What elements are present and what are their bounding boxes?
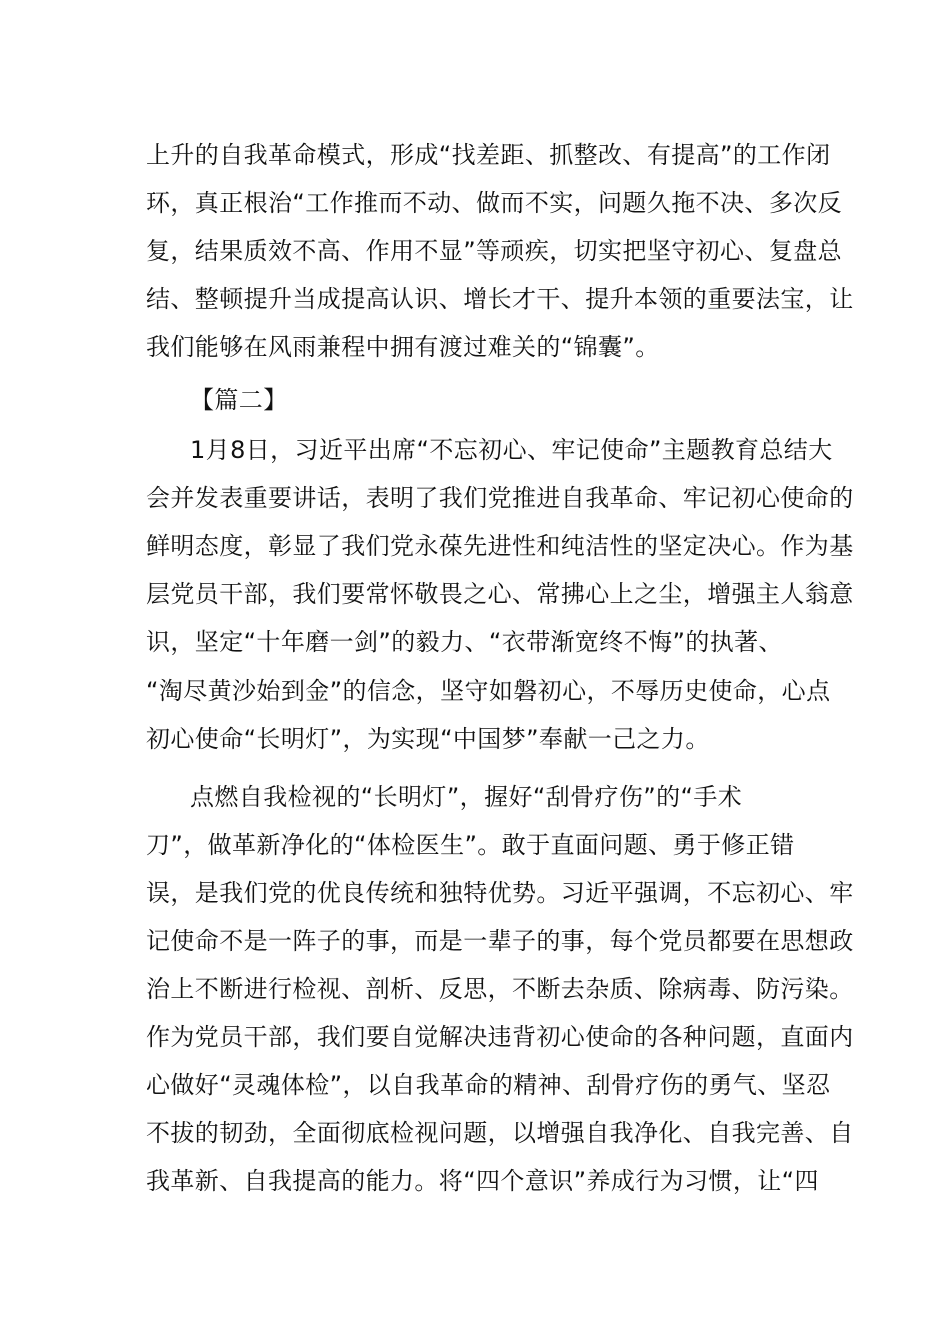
text-line-11: 识，坚定“十年磨一剑”的毅力、“衣带渐宽终不悔”的执著、: [146, 628, 783, 656]
text-line-2: 环，真正根治“工作推而不动、做而不实，问题久拖不决、多次反: [146, 189, 843, 217]
text-line-10: 层党员干部，我们要常怀敬畏之心、常拂心上之尘，增强主人翁意: [146, 580, 854, 608]
text-line-16: 误，是我们党的优良传统和独特优势。习近平强调，不忘初心、牢: [146, 879, 854, 907]
text-line-14: 点燃自我检视的“长明灯”，握好“刮骨疗伤”的“手术: [190, 783, 743, 811]
text-line-15: 刀”，做革新净化的“体检医生”。敢于直面问题、勇于修正错: [146, 831, 795, 859]
text-line-19: 作为党员干部，我们要自觉解决违背初心使命的各种问题，直面内: [146, 1023, 854, 1051]
text-line-4: 结、整顿提升当成提高认识、增长才干、提升本领的重要法宝，让: [146, 285, 854, 313]
text-line-21: 不拔的韧劲，全面彻底检视问题，以增强自我净化、自我完善、自: [146, 1119, 854, 1147]
text-line-17: 记使命不是一阵子的事，而是一辈子的事，每个党员都要在思想政: [146, 927, 854, 955]
text-line-18: 治上不断进行检视、剖析、反思，不断去杂质、除病毒、防污染。: [146, 975, 854, 1003]
text-line-9: 鲜明态度，彰显了我们党永葆先进性和纯洁性的坚定决心。作为基: [146, 532, 854, 560]
section-heading: 【篇二】: [190, 386, 288, 414]
text-line-12: “淘尽黄沙始到金”的信念，坚守如磐初心，不辱历史使命，心点: [146, 677, 831, 705]
text-line-22: 我革新、自我提高的能力。将“四个意识”养成行为习惯，让“四: [146, 1167, 819, 1195]
text-line-8: 会并发表重要讲话，表明了我们党推进自我革命、牢记初心使命的: [146, 484, 854, 512]
text-line-20: 心做好“灵魂体检”，以自我革命的精神、刮骨疗伤的勇气、坚忍: [146, 1071, 831, 1099]
text-line-1: 上升的自我革命模式，形成“找差距、抓整改、有提高”的工作闭: [146, 141, 831, 169]
text-line-7: 1月8日，习近平出席“不忘初心、牢记使命”主题教育总结大: [190, 436, 833, 464]
text-line-5: 我们能够在风雨兼程中拥有渡过难关的“锦囊”。: [146, 333, 660, 361]
text-line-13: 初心使命“长明灯”，为实现“中国梦”奉献一己之力。: [146, 725, 710, 753]
text-line-3: 复，结果质效不高、作用不显”等顽疾，切实把坚守初心、复盘总: [146, 237, 843, 265]
